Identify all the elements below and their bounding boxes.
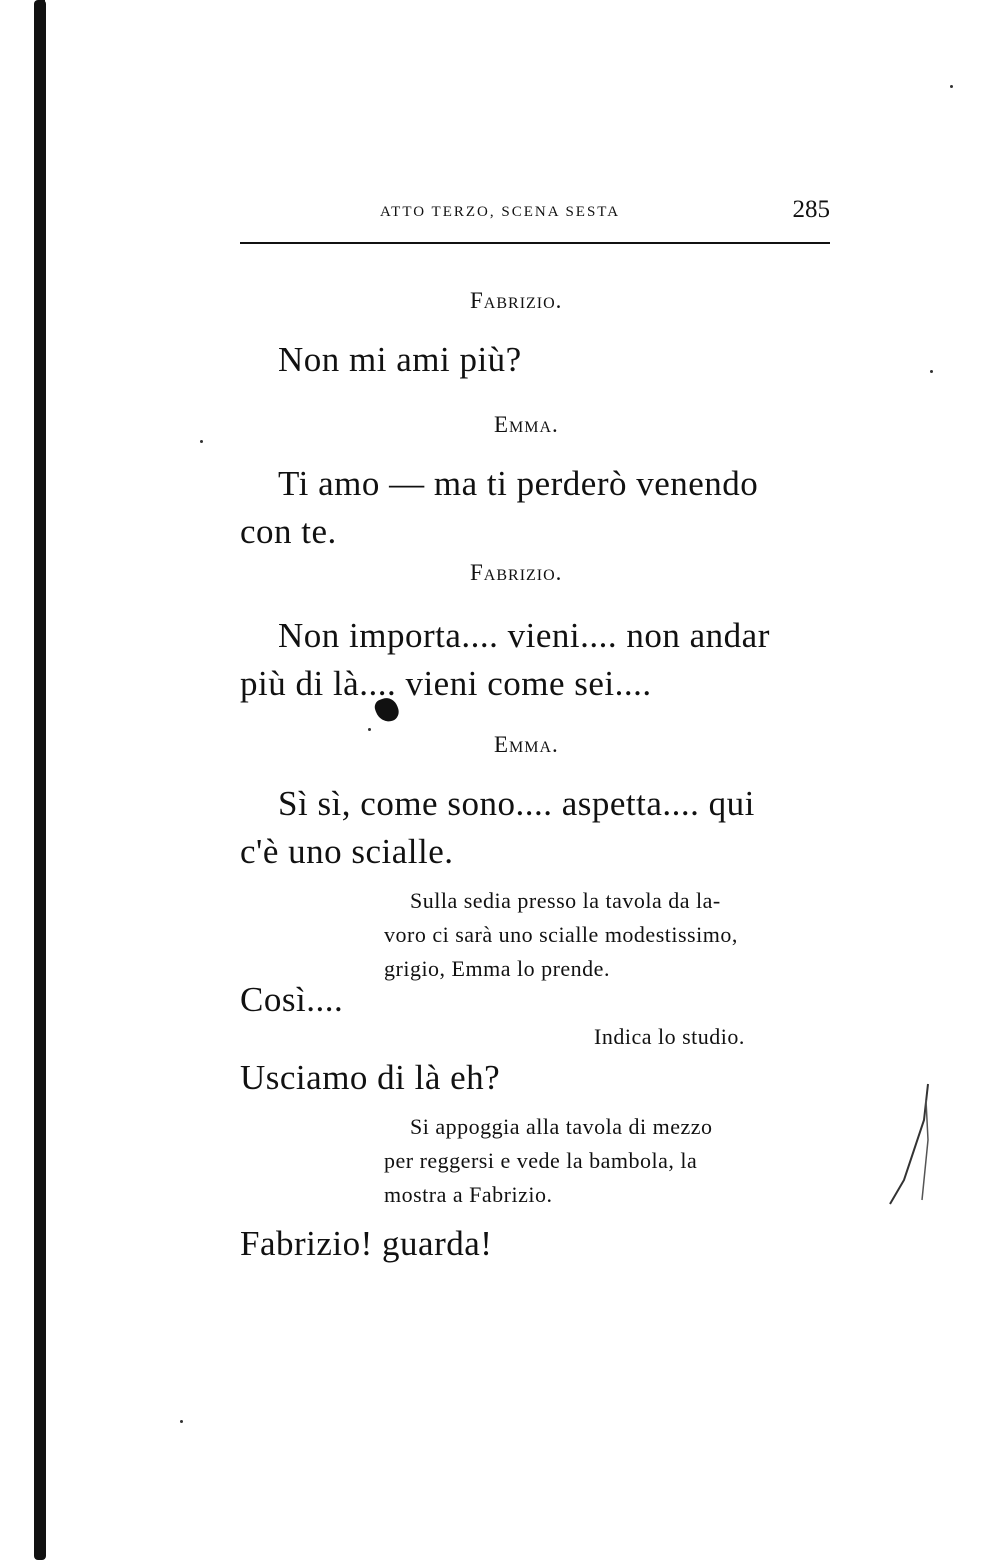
speck: [930, 370, 933, 373]
speck: [950, 85, 953, 88]
stage-direction: Si appoggia alla tavola di mezzo: [410, 1114, 713, 1139]
pencil-mark: [884, 1080, 934, 1210]
dialogue-line: c'è uno scialle.: [240, 832, 454, 871]
page-number: 285: [792, 196, 830, 223]
speck: [180, 1420, 183, 1423]
speaker-name: Emma.: [494, 732, 559, 757]
speaker-name: Fabrizio.: [470, 560, 563, 585]
running-head: [240, 196, 830, 244]
dialogue-line: più di là.... vieni come sei....: [240, 664, 652, 703]
speck: [200, 440, 203, 443]
dialogue-line: Fabrizio! guarda!: [240, 1224, 493, 1263]
stage-direction: Indica lo studio.: [594, 1024, 745, 1049]
dialogue-line: Sì sì, come sono.... aspetta.... qui: [278, 784, 755, 823]
dialogue-line: Usciamo di là eh?: [240, 1058, 501, 1097]
dialogue-line: Non mi ami più?: [278, 340, 522, 379]
scanned-page-edge: [34, 0, 46, 1560]
dialogue-line: con te.: [240, 512, 337, 551]
scanned-page-edge-top: [42, 0, 45, 40]
dialogue-line: Ti amo — ma ti perderò venendo: [278, 464, 759, 503]
speaker-name: Fabrizio.: [470, 288, 563, 313]
dialogue-line: Non importa.... vieni.... non andar: [278, 616, 770, 655]
stage-direction: mostra a Fabrizio.: [384, 1182, 553, 1207]
stage-direction: grigio, Emma lo prende.: [384, 956, 610, 981]
running-title: ATTO TERZO, SCENA SESTA: [380, 204, 621, 220]
stage-direction: voro ci sarà uno scialle modestissimo,: [384, 922, 738, 947]
stage-direction: Sulla sedia presso la tavola da la-: [410, 888, 721, 913]
speaker-name: Emma.: [494, 412, 559, 437]
stage-direction: per reggersi e vede la bambola, la: [384, 1148, 698, 1173]
speck: [368, 728, 371, 731]
dialogue-line: Così....: [240, 980, 344, 1019]
